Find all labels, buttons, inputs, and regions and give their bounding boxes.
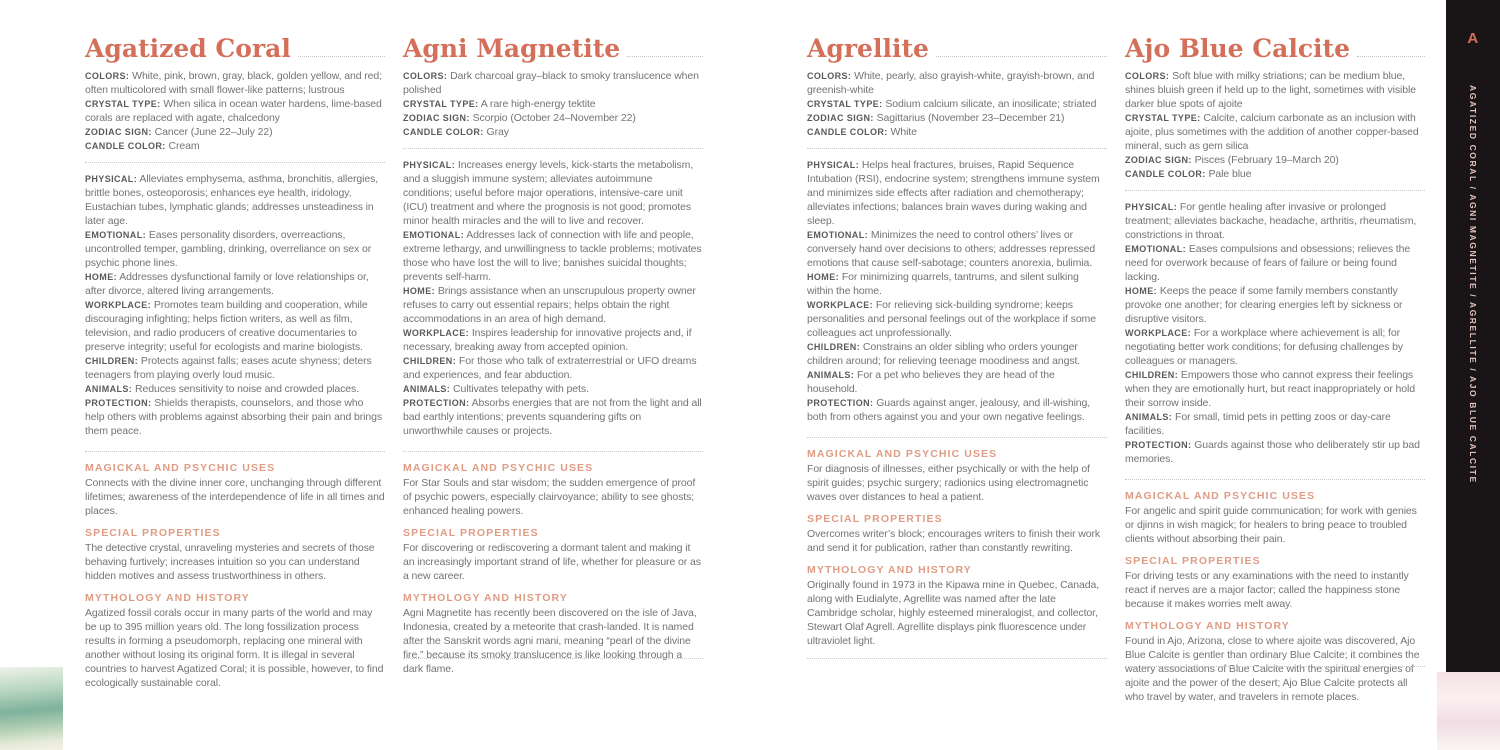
crystal-property: ZODIAC SIGN: Scorpio (October 24–November 22) — [403, 112, 636, 124]
crystal-entry-ajo-blue-calcite — [1125, 36, 1425, 704]
crystal-property: ZODIAC SIGN: Sagittarius (November 23–December 21) — [807, 112, 1065, 124]
section-divider — [1125, 479, 1425, 480]
property-label: COLORS: — [403, 71, 448, 81]
crystal-title-row — [85, 36, 385, 62]
crystal-property: PHYSICAL: For gentle healing after invasive or prolonged treatment; alleviates backache, headache, arthritis, rheumatism, constrictions in throat. — [1125, 201, 1417, 241]
special-text: The detective crystal, unraveling mysteries and secrets of those behaving furtively; increases intuition so you can understand hidden motives and assess trustworthiness in others. — [85, 542, 375, 582]
mythology-text: Found in Ajo, Arizona, close to where ajoite was discovered, Ajo Blue Calcite is gentler than ordinary Blue Calcite; it combines the watery associations of Blue Calcite with the spiritual energies of ajoite and the power of the desert; Ajo Blue Calcite protects all who travel by water, and travelers in remote places. — [1125, 635, 1420, 703]
section-divider — [807, 148, 1107, 149]
crystal-property: ANIMALS: For small, timid pets in petting zoos or day-care facilities. — [1125, 411, 1391, 437]
property-label: CHILDREN: — [403, 356, 457, 366]
attribute-list — [403, 158, 703, 438]
magickal-text: For Star Souls and star wisdom; the sudden emergence of proof of psychic powers, especially clairvoyance; ability to see ghosts; enhanced healing powers. — [403, 477, 696, 517]
special-heading: SPECIAL PROPERTIES — [403, 527, 539, 539]
property-label: CRYSTAL TYPE: — [403, 99, 479, 109]
footer-rule — [1125, 666, 1425, 667]
crystal-title-row — [807, 36, 1107, 62]
property-label: EMOTIONAL: — [85, 230, 146, 240]
crystal-entry-agatized-coral — [85, 36, 385, 690]
property-label: PROTECTION: — [807, 398, 874, 408]
attribute-list — [85, 172, 385, 438]
crystal-property: HOME: Brings assistance when an unscrupulous property owner refuses to carry out essential repairs; helps obtain the right accommodations in an area of high demand. — [403, 285, 696, 325]
crystal-name: Agatized Coral — [85, 34, 291, 63]
crystal-property: EMOTIONAL: Addresses lack of connection with life and people, extreme lethargy, and unwillingness to tackle problems; motivates those who have lost the will to live; banishes suicidal thoughts; prevents self-harm. — [403, 229, 702, 283]
fact-list — [85, 69, 385, 153]
crystal-property: COLORS: White, pearly, also grayish-white, grayish-brown, and greenish-white — [807, 70, 1095, 96]
magickal-heading: MAGICKAL AND PSYCHIC USES — [807, 448, 998, 460]
fact-list — [807, 69, 1107, 139]
fact-list — [1125, 69, 1425, 181]
section-divider — [1125, 190, 1425, 191]
magickal-text: For diagnosis of illnesses, either psychically or with the help of spirit guides; psychic surgery; radionics using electromagnetic waves over distances to heal a patient. — [807, 463, 1090, 503]
property-label: CRYSTAL TYPE: — [1125, 113, 1201, 123]
property-label: CHILDREN: — [85, 356, 139, 366]
special-text: For discovering or rediscovering a dormant talent and making it an increasingly important strand of life, whether for pleasure or as a new career. — [403, 542, 701, 582]
crystal-property: PROTECTION: Guards against those who deliberately stir up bad memories. — [1125, 439, 1420, 465]
crystal-property: ZODIAC SIGN: Pisces (February 19–March 20) — [1125, 154, 1339, 166]
crystal-property: CRYSTAL TYPE: When silica in ocean water hardens, lime-based corals are replaced with agate, chalcedony — [85, 98, 382, 124]
property-label: CRYSTAL TYPE: — [807, 99, 883, 109]
crystal-property: CANDLE COLOR: White — [807, 126, 917, 138]
title-dotted-rule — [936, 56, 1107, 57]
property-label: ANIMALS: — [807, 370, 855, 380]
title-dotted-rule — [298, 56, 385, 57]
section-divider — [403, 451, 703, 452]
section-divider — [807, 437, 1107, 438]
thumb-index-letter: A — [1467, 30, 1479, 47]
property-label: CANDLE COLOR: — [85, 141, 166, 151]
property-label: EMOTIONAL: — [807, 230, 868, 240]
section-divider — [85, 451, 385, 452]
crystal-property: HOME: Addresses dysfunctional family or love relationships or, after divorce, altered living arrangements. — [85, 271, 369, 297]
crystal-property: EMOTIONAL: Eases compulsions and obsessions; relieves the need for overwork because of fears of failure or being found lacking. — [1125, 243, 1411, 283]
crystal-name: Agrellite — [807, 34, 929, 63]
property-label: COLORS: — [1125, 71, 1170, 81]
title-dotted-rule — [627, 56, 703, 57]
property-label: PROTECTION: — [403, 398, 470, 408]
mythology-heading: MYTHOLOGY AND HISTORY — [403, 592, 568, 604]
footer-rule — [403, 658, 703, 659]
crystal-entry-agrellite — [807, 36, 1107, 648]
magickal-heading: MAGICKAL AND PSYCHIC USES — [403, 462, 594, 474]
crystal-property: CRYSTAL TYPE: A rare high-energy tektite — [403, 98, 596, 110]
property-label: HOME: — [85, 272, 117, 282]
section-divider — [403, 148, 703, 149]
magickal-text: Connects with the divine inner core, unchanging through different lifetimes; awareness of the interdependence of life in all times and places. — [85, 477, 385, 517]
crystal-name: Agni Magnetite — [403, 34, 621, 63]
magickal-heading: MAGICKAL AND PSYCHIC USES — [1125, 490, 1316, 502]
property-label: CANDLE COLOR: — [403, 127, 484, 137]
special-heading: SPECIAL PROPERTIES — [85, 527, 221, 539]
crystal-property: WORKPLACE: Promotes team building and cooperation, while discouraging infighting; helps fiction writers, as well as film, television, and radio producers of creative documentaries to preserve integrity; useful for ecologists and marine biologists. — [85, 299, 368, 353]
crystal-property: PROTECTION: Shields therapists, counselors, and those who help others with problems against absorbing their pain and brings them peace. — [85, 397, 383, 437]
page-corner-photo-left — [0, 667, 63, 750]
crystal-property: PHYSICAL: Increases energy levels, kick-starts the metabolism, and a sluggish immune system; alleviates autoimmune conditions; useful before major operations, intensive-care unit (ICU) treatment and where the prognosis is not good; promotes minor health miracles and the will to live and recover. — [403, 159, 694, 227]
mythology-text: Agni Magnetite has recently been discovered on the isle of Java, Indonesia, created by a meteorite that crash-landed. It is named after the Sanskrit words agni mani, meaning “pearl of the divine fire,” because its smoky translucence is like looking through a dark flame. — [403, 607, 697, 675]
property-label: PROTECTION: — [85, 398, 152, 408]
crystal-property: WORKPLACE: For a workplace where achievement is all; for negotiating better work conditions; for defusing challenges by colleagues or managers. — [1125, 327, 1404, 367]
property-label: PHYSICAL: — [1125, 202, 1178, 212]
property-label: ANIMALS: — [1125, 412, 1173, 422]
crystal-property: COLORS: Dark charcoal gray–black to smoky translucence when polished — [403, 70, 699, 96]
crystal-property: WORKPLACE: Inspires leadership for innovative projects and, if necessary, breaking away from accepted opinion. — [403, 327, 692, 353]
property-label: EMOTIONAL: — [1125, 244, 1186, 254]
special-heading: SPECIAL PROPERTIES — [1125, 555, 1261, 567]
crystal-property: ANIMALS: Reduces sensitivity to noise and crowded places. — [85, 383, 360, 395]
property-label: PHYSICAL: — [807, 160, 860, 170]
crystal-name: Ajo Blue Calcite — [1125, 34, 1350, 63]
page-corner-photo-right — [1437, 672, 1500, 750]
property-label: CRYSTAL TYPE: — [85, 99, 161, 109]
crystal-property: CRYSTAL TYPE: Sodium calcium silicate, an inosilicate; striated — [807, 98, 1097, 110]
property-label: CANDLE COLOR: — [1125, 169, 1206, 179]
crystal-property: CHILDREN: Empowers those who cannot express their feelings when they are emotionally hurt, but react inappropriately or hold their sorrow inside. — [1125, 369, 1416, 409]
fact-list — [403, 69, 703, 139]
crystal-property: EMOTIONAL: Minimizes the need to control others’ lives or conversely hand over decisions to others; addresses repressed emotions that cause self-sabotage; counters anorexia, bulimia. — [807, 229, 1096, 269]
special-text: For driving tests or any examinations with the need to instantly react if nerves are a major factor; called the happiness stone because it makes worries melt away. — [1125, 570, 1409, 610]
property-label: ZODIAC SIGN: — [1125, 155, 1192, 165]
mythology-heading: MYTHOLOGY AND HISTORY — [1125, 620, 1290, 632]
property-label: COLORS: — [807, 71, 852, 81]
crystal-property: CANDLE COLOR: Gray — [403, 126, 509, 138]
thumb-index-entries: AGATIZED CORAL / AGNI MAGNETITE / AGRELLITE / AJO BLUE CALCITE — [1468, 85, 1478, 484]
crystal-property: CANDLE COLOR: Pale blue — [1125, 168, 1252, 180]
crystal-property: CHILDREN: For those who talk of extraterrestrial or UFO dreams and experiences, and fear abduction. — [403, 355, 697, 381]
property-label: CANDLE COLOR: — [807, 127, 888, 137]
attribute-list — [1125, 200, 1425, 466]
crystal-property: PROTECTION: Guards against anger, jealousy, and ill-wishing, both from others against you and your own negative feelings. — [807, 397, 1091, 423]
crystal-property: WORKPLACE: For relieving sick-building syndrome; keeps personalities and personal feelings out of the workplace if some colleagues act unprofessionally. — [807, 299, 1096, 339]
crystal-property: EMOTIONAL: Eases personality disorders, overreactions, uncontrolled temper, gambling, drinking, overreliance on sex or psychic phone lines. — [85, 229, 372, 269]
property-label: PROTECTION: — [1125, 440, 1192, 450]
mythology-text: Originally found in 1973 in the Kipawa mine in Quebec, Canada, along with Eudialyte, Agrellite was named after the late Cambridge scholar, highly esteemed mineralogist, and collector, Stewart Olaf Agrell. Agrellite displays pink fluorescence under ultraviolet light. — [807, 579, 1100, 647]
crystal-property: CRYSTAL TYPE: Calcite, calcium carbonate as an inclusion with ajoite, plus sometimes with the addition of another copper-based mineral, such as gem silica — [1125, 112, 1419, 152]
footer-rule — [807, 658, 1107, 659]
property-label: WORKPLACE: — [1125, 328, 1191, 338]
section-divider — [85, 162, 385, 163]
crystal-property: COLORS: Soft blue with milky striations; can be medium blue, shines bluish green if held up to the light, sometimes with visible darker blue spots of ajoite — [1125, 70, 1416, 110]
mythology-text: Agatized fossil corals occur in many parts of the world and may be up to 395 million years old. The long fossilization process results in forming a pseudomorph, replacing one mineral with another without losing its original form. It is illegal in several countries to harvest Agatized Coral; it is possible, however, to find ecologically sustainable coral. — [85, 607, 384, 689]
property-label: WORKPLACE: — [807, 300, 873, 310]
crystal-property: HOME: For minimizing quarrels, tantrums, and silent sulking within the home. — [807, 271, 1079, 297]
crystal-property: COLORS: White, pink, brown, gray, black, golden yellow, and red; often multicolored with small flower-like patterns; lustrous — [85, 70, 382, 96]
property-label: CHILDREN: — [807, 342, 861, 352]
crystal-property: CHILDREN: Protects against falls; eases acute shyness; deters teenagers from playing overly loud music. — [85, 355, 372, 381]
crystal-property: ANIMALS: For a pet who believes they are head of the household. — [807, 369, 1055, 395]
crystal-property: HOME: Keeps the peace if some family members constantly provoke one another; for clearing energies left by sickness or disruptive visitors. — [1125, 285, 1403, 325]
crystal-property: PHYSICAL: Alleviates emphysema, asthma, bronchitis, allergies, brittle bones, osteoporosis; enhances eye health, iridology, Eustachian tubes, lymphatic glands; addresses unsteadiness in later age. — [85, 173, 379, 227]
special-heading: SPECIAL PROPERTIES — [807, 513, 943, 525]
magickal-heading: MAGICKAL AND PSYCHIC USES — [85, 462, 276, 474]
crystal-property: CHILDREN: Constrains an older sibling who orders younger children around; for relieving teenage moodiness and angst. — [807, 341, 1081, 367]
magickal-text: For angelic and spirit guide communication; for work with genies or djinns in wish magick; for healers to bring peace to troubled clients without absorbing their pain. — [1125, 505, 1417, 545]
crystal-title-row — [1125, 36, 1425, 62]
mythology-heading: MYTHOLOGY AND HISTORY — [85, 592, 250, 604]
crystal-property: ANIMALS: Cultivates telepathy with pets. — [403, 383, 589, 395]
crystal-property: ZODIAC SIGN: Cancer (June 22–July 22) — [85, 126, 273, 138]
property-label: PHYSICAL: — [85, 174, 138, 184]
property-label: ZODIAC SIGN: — [807, 113, 874, 123]
property-label: ZODIAC SIGN: — [403, 113, 470, 123]
crystal-title-row — [403, 36, 703, 62]
crystal-property: CANDLE COLOR: Cream — [85, 140, 200, 152]
property-label: COLORS: — [85, 71, 130, 81]
crystal-property: PHYSICAL: Helps heal fractures, bruises, Rapid Sequence Intubation (RSI), endocrine system; strengthens immune system and minimizes side effects after radiation and chemotherapy; alleviates infections; balances brain waves during waking and sleep. — [807, 159, 1100, 227]
crystal-entry-agni-magnetite — [403, 36, 703, 676]
property-label: HOME: — [1125, 286, 1157, 296]
mythology-heading: MYTHOLOGY AND HISTORY — [807, 564, 972, 576]
property-label: ANIMALS: — [85, 384, 133, 394]
property-label: HOME: — [807, 272, 839, 282]
crystal-property: PROTECTION: Absorbs energies that are not from the light and all bad earthly intentions; prevents squandering gifts on unworthwhile causes or projects. — [403, 397, 702, 437]
property-label: HOME: — [403, 286, 435, 296]
attribute-list — [807, 158, 1107, 424]
property-label: WORKPLACE: — [85, 300, 151, 310]
property-label: WORKPLACE: — [403, 328, 469, 338]
thumb-index-band — [1446, 0, 1500, 673]
property-label: CHILDREN: — [1125, 370, 1179, 380]
title-dotted-rule — [1357, 56, 1425, 57]
property-label: ZODIAC SIGN: — [85, 127, 152, 137]
property-label: ANIMALS: — [403, 384, 451, 394]
property-label: PHYSICAL: — [403, 160, 456, 170]
special-text: Overcomes writer’s block; encourages writers to finish their work and send it for publication, rather than constantly rewriting. — [807, 528, 1101, 554]
property-label: EMOTIONAL: — [403, 230, 464, 240]
